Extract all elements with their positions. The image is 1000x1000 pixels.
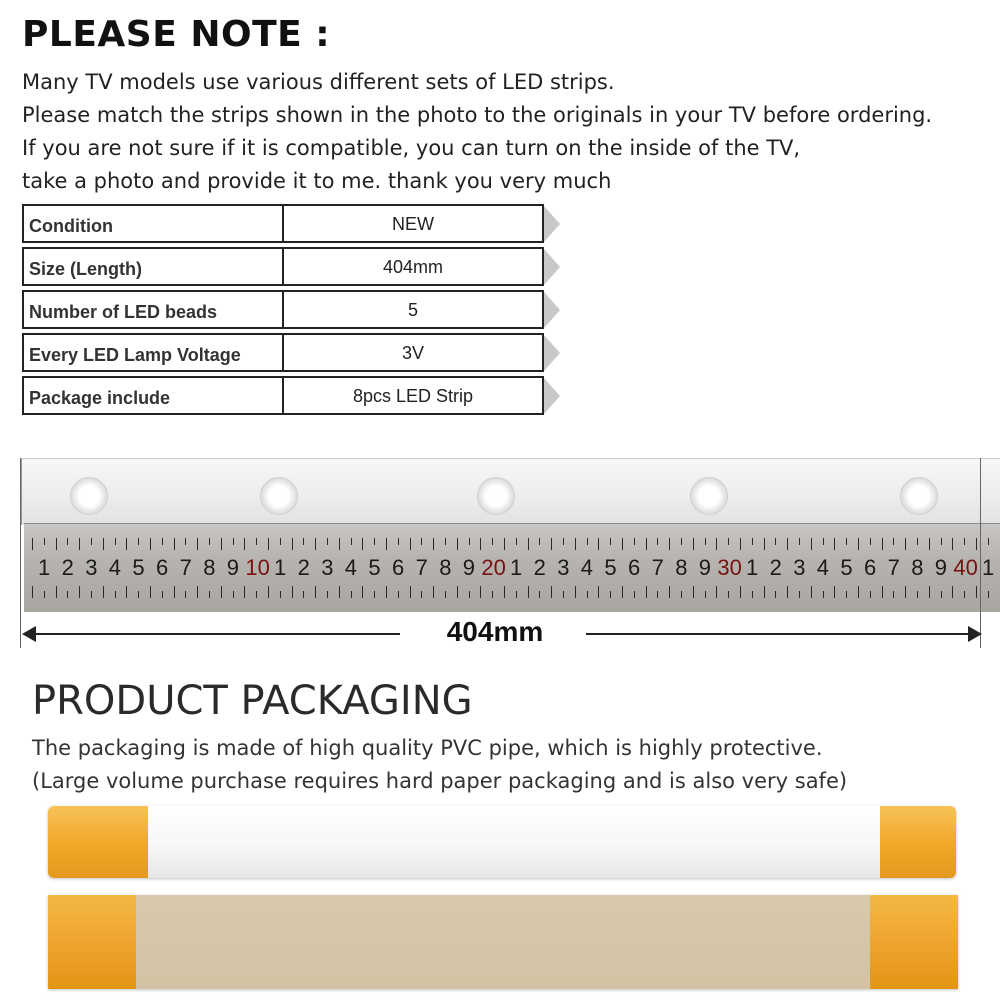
ruler-tick <box>221 586 222 598</box>
ruler-tick <box>705 538 706 545</box>
ruler-tick <box>174 538 175 550</box>
ruler-digit: 7 <box>887 555 900 580</box>
ruler-digit: 5 <box>604 555 617 580</box>
ruler-tick <box>811 586 812 598</box>
ruler-tick <box>244 538 245 550</box>
ruler-tick <box>67 591 68 598</box>
dimension-line-right <box>586 633 970 635</box>
ruler-digit: 5 <box>368 555 381 580</box>
ruler-tick <box>256 538 257 545</box>
ruler-tick <box>775 591 776 598</box>
spec-row-led-beads <box>22 290 544 329</box>
ruler-digit: 7 <box>179 555 192 580</box>
paper-package-image <box>48 895 958 989</box>
ruler-tick <box>197 586 198 598</box>
ruler-tick <box>32 538 33 550</box>
ruler-tick <box>799 591 800 598</box>
ruler-tick <box>268 538 269 550</box>
ruler-tick <box>516 591 517 598</box>
ruler-tick <box>752 538 753 545</box>
ruler-tick <box>374 538 375 545</box>
ruler-tick <box>646 538 647 550</box>
ruler-digit: 4 <box>580 555 594 580</box>
ruler-tick <box>634 591 635 598</box>
ruler-tick <box>787 586 788 598</box>
ruler-tick <box>433 586 434 598</box>
spec-value: 5 <box>407 300 418 320</box>
ruler-tick <box>197 538 198 550</box>
ruler-tick <box>292 538 293 550</box>
ruler-digit: 8 <box>911 555 924 580</box>
ruler-tick <box>728 538 729 545</box>
ruler-tick <box>457 586 458 598</box>
packaging-line: The packaging is made of high quality PVC pipe, which is highly protective. <box>32 736 823 760</box>
ruler-tick <box>126 586 127 598</box>
ruler-digit: 8 <box>439 555 452 580</box>
ruler-tick <box>952 586 953 598</box>
led-lens <box>900 477 938 515</box>
ruler-tick <box>315 538 316 550</box>
spec-value: NEW <box>392 214 434 234</box>
ruler-tick <box>504 538 505 550</box>
dimension-line-left <box>34 633 400 635</box>
ruler-tick <box>941 538 942 545</box>
spec-label: Size (Length) <box>24 249 284 284</box>
ruler-tick <box>610 591 611 598</box>
ruler-tick <box>752 591 753 598</box>
ruler-tick <box>740 538 741 550</box>
ruler-tick <box>115 538 116 545</box>
ruler-digit: 4 <box>344 555 358 580</box>
ruler-tick <box>575 538 576 550</box>
ruler-digit: 9 <box>698 555 712 580</box>
ruler-tick <box>657 591 658 598</box>
note-line: If you are not sure if it is compatible, you can turn on the inside of the TV, <box>22 136 801 160</box>
ruler-tick <box>56 538 57 550</box>
dimension-label: 404mm <box>446 616 544 647</box>
led-lens <box>690 477 728 515</box>
ruler-tick <box>705 591 706 598</box>
ruler-tick <box>528 586 529 598</box>
ruler-tick <box>917 538 918 545</box>
ruler-tick <box>138 591 139 598</box>
ruler-tick <box>91 591 92 598</box>
ruler-tick <box>728 591 729 598</box>
ruler-digit: 7 <box>651 555 664 580</box>
ruler-tick <box>303 591 304 598</box>
ruler-tick <box>964 591 965 598</box>
spec-row-condition <box>22 204 544 243</box>
ruler-tick <box>280 591 281 598</box>
ruler-tick <box>646 586 647 598</box>
ruler-tick <box>79 538 80 550</box>
ruler-tick <box>504 586 505 598</box>
ruler-tick <box>622 538 623 550</box>
ruler-tick <box>421 538 422 545</box>
ruler-tick <box>834 538 835 550</box>
packaging-text <box>32 732 847 798</box>
ruler-tick <box>740 586 741 598</box>
ruler-tick <box>811 538 812 550</box>
ruler-tick <box>303 538 304 545</box>
ruler-tick <box>445 538 446 545</box>
ruler-tick <box>421 591 422 598</box>
spec-label: Every LED Lamp Voltage <box>24 335 284 370</box>
ruler-tick <box>410 586 411 598</box>
led-strip-image <box>20 458 1000 525</box>
ruler-digit: 8 <box>675 555 688 580</box>
ruler-digit: 3 <box>85 555 98 580</box>
ruler-tick <box>858 538 859 550</box>
ruler-digit: 3 <box>321 555 334 580</box>
tape-cap-left <box>48 895 136 989</box>
ruler-tick <box>362 586 363 598</box>
ruler-digit: 5 <box>132 555 145 580</box>
ruler-tick <box>480 538 481 550</box>
ruler-digit: 1 <box>510 555 523 580</box>
ruler-tick <box>587 538 588 545</box>
ruler-tick <box>91 538 92 545</box>
ruler-tick <box>988 591 989 598</box>
ruler-tick <box>209 538 210 545</box>
led-lens <box>260 477 298 515</box>
ruler-tick <box>351 538 352 545</box>
ruler-tick <box>221 538 222 550</box>
ruler-tick <box>315 586 316 598</box>
ruler-tick <box>575 586 576 598</box>
ruler-tick <box>362 538 363 550</box>
ruler-tick <box>988 538 989 545</box>
ruler-tick <box>480 586 481 598</box>
ruler-tick <box>162 591 163 598</box>
spec-row-package <box>22 376 544 415</box>
ruler-tick <box>693 538 694 550</box>
ruler-digit: 3 <box>557 555 570 580</box>
ruler-tick <box>681 591 682 598</box>
right-arrow-icon <box>968 626 982 642</box>
ruler-tick <box>445 591 446 598</box>
ruler-tick <box>964 538 965 545</box>
ruler-tick <box>79 586 80 598</box>
spec-row-voltage <box>22 333 544 372</box>
note-line: Many TV models use various different sets of LED strips. <box>22 70 615 94</box>
ruler-tick <box>268 586 269 598</box>
ruler-digit: 7 <box>415 555 428 580</box>
ruler-tick <box>433 538 434 550</box>
ruler-digit: 9 <box>934 555 948 580</box>
ruler-tick <box>386 538 387 550</box>
ruler-tick <box>410 538 411 550</box>
ruler-tick <box>67 538 68 545</box>
ruler-digit: 5 <box>840 555 853 580</box>
ruler-tick <box>622 586 623 598</box>
ruler-tick <box>905 538 906 550</box>
ruler-tick <box>386 586 387 598</box>
ruler-tick <box>775 538 776 545</box>
ruler-tick <box>551 586 552 598</box>
ruler-tick <box>174 586 175 598</box>
ruler-tick <box>339 586 340 598</box>
ruler-tick <box>764 538 765 550</box>
ruler-tick <box>516 538 517 545</box>
ruler-tick <box>327 538 328 545</box>
ruler-tick <box>233 538 234 545</box>
ruler-tick <box>280 538 281 545</box>
ruler-tick <box>681 538 682 545</box>
ruler-tick <box>882 538 883 550</box>
ruler-tick <box>846 538 847 545</box>
ruler-tick <box>610 538 611 545</box>
ruler-tick <box>150 586 151 598</box>
ruler-digit: 6 <box>864 555 877 580</box>
spec-value: 404mm <box>382 257 444 277</box>
ruler-tick <box>952 538 953 550</box>
ruler-tick <box>469 591 470 598</box>
ruler-digit: 9 <box>226 555 240 580</box>
ruler-tick <box>398 538 399 545</box>
ruler-tick <box>976 538 977 550</box>
ruler-tick <box>834 586 835 598</box>
ruler-tick <box>185 538 186 545</box>
left-guide-line <box>20 458 21 648</box>
ruler-tick <box>292 586 293 598</box>
ruler-tick <box>528 538 529 550</box>
ruler-tick <box>103 538 104 550</box>
ruler-digit: 2 <box>769 555 782 580</box>
ruler-digit: 4 <box>108 555 122 580</box>
ruler-tick <box>905 586 906 598</box>
led-lens <box>70 477 108 515</box>
ruler-digit: 10 <box>245 555 270 580</box>
right-guide-line <box>980 458 981 648</box>
ruler-tick <box>823 538 824 545</box>
spec-label: Package include <box>24 378 284 413</box>
ruler-tick <box>976 586 977 598</box>
ruler-tick <box>539 538 540 545</box>
note-line: take a photo and provide it to me. thank you very much <box>22 169 612 193</box>
ruler-tick <box>563 591 564 598</box>
ruler-tick <box>634 538 635 545</box>
ruler-tick <box>244 586 245 598</box>
ruler-tick <box>917 591 918 598</box>
spec-value: 3V <box>401 343 425 363</box>
ruler-digit: 2 <box>297 555 310 580</box>
ruler-tick <box>716 538 717 550</box>
ruler-tick <box>162 538 163 545</box>
ruler-tick <box>846 591 847 598</box>
ruler-digit: 30 <box>717 555 742 580</box>
ruler-tick <box>669 538 670 550</box>
ruler-tick <box>716 586 717 598</box>
ruler-digit: 3 <box>793 555 806 580</box>
ruler-tick <box>799 538 800 545</box>
ruler-tick <box>103 586 104 598</box>
ruler-tick <box>457 538 458 550</box>
ruler-digit: 1 <box>274 555 287 580</box>
ruler-tick <box>598 538 599 550</box>
ruler-tick <box>492 591 493 598</box>
ruler-digit: 6 <box>628 555 641 580</box>
ruler-digit: 4 <box>816 555 830 580</box>
ruler-tick <box>339 538 340 550</box>
ruler-tick <box>882 586 883 598</box>
ruler-tick <box>44 591 45 598</box>
ruler-tick <box>787 538 788 550</box>
ruler-tick <box>44 538 45 545</box>
spec-table <box>22 204 544 419</box>
ruler-digit: 1 <box>982 555 995 580</box>
ruler-tick <box>693 586 694 598</box>
ruler-tick <box>374 591 375 598</box>
ruler-digit: 2 <box>61 555 74 580</box>
product-packaging-heading: PRODUCT PACKAGING <box>32 678 473 724</box>
ruler-tick <box>126 538 127 550</box>
ruler-tick <box>563 538 564 545</box>
ruler-tick <box>351 591 352 598</box>
ruler-tick <box>941 591 942 598</box>
ruler-tick <box>539 591 540 598</box>
ruler-tick <box>669 586 670 598</box>
ruler-tick <box>469 538 470 545</box>
ruler-tick <box>209 591 210 598</box>
ruler-tick <box>870 591 871 598</box>
ruler-tick <box>56 586 57 598</box>
ruler-digit: 1 <box>746 555 759 580</box>
pvc-tube-image <box>48 806 956 878</box>
note-text <box>22 66 932 198</box>
led-lens <box>477 477 515 515</box>
ruler-image <box>24 523 1000 612</box>
ruler-digit: 8 <box>203 555 216 580</box>
ruler-tick <box>598 586 599 598</box>
ruler-tick <box>327 591 328 598</box>
ruler-tick <box>185 591 186 598</box>
spec-value: 8pcs LED Strip <box>352 386 474 406</box>
ruler-tick <box>492 538 493 545</box>
ruler-tick <box>233 591 234 598</box>
ruler-tick <box>657 538 658 545</box>
ruler-digit: 2 <box>533 555 546 580</box>
tape-cap-right <box>870 895 958 989</box>
ruler-tick <box>823 591 824 598</box>
ruler-tick <box>893 591 894 598</box>
ruler-tick <box>587 591 588 598</box>
ruler-digit: 6 <box>392 555 405 580</box>
note-line: Please match the strips shown in the photo to the originals in your TV before ordering. <box>22 103 933 127</box>
ruler-digit: 20 <box>481 555 506 580</box>
ruler-tick <box>256 591 257 598</box>
tape-cap-left <box>48 806 148 878</box>
ruler-digit: 6 <box>156 555 169 580</box>
spec-label: Condition <box>24 206 284 241</box>
ruler-tick <box>929 538 930 550</box>
ruler-tick <box>398 591 399 598</box>
ruler-tick <box>115 591 116 598</box>
ruler-tick <box>32 586 33 598</box>
tape-cap-right <box>880 806 956 878</box>
ruler-tick <box>138 538 139 545</box>
ruler-tick <box>870 538 871 545</box>
packaging-line: (Large volume purchase requires hard paper packaging and is also very safe) <box>32 769 848 793</box>
ruler-tick <box>551 538 552 550</box>
ruler-tick <box>764 586 765 598</box>
ruler-digit: 40 <box>953 555 978 580</box>
ruler-tick <box>858 586 859 598</box>
spec-label: Number of LED beads <box>24 292 284 327</box>
ruler-digit: 1 <box>38 555 51 580</box>
ruler-tick <box>929 586 930 598</box>
please-note-heading: PLEASE NOTE : <box>22 14 331 55</box>
ruler-digit: 9 <box>462 555 476 580</box>
ruler-tick <box>893 538 894 545</box>
spec-row-size <box>22 247 544 286</box>
ruler-tick <box>150 538 151 550</box>
